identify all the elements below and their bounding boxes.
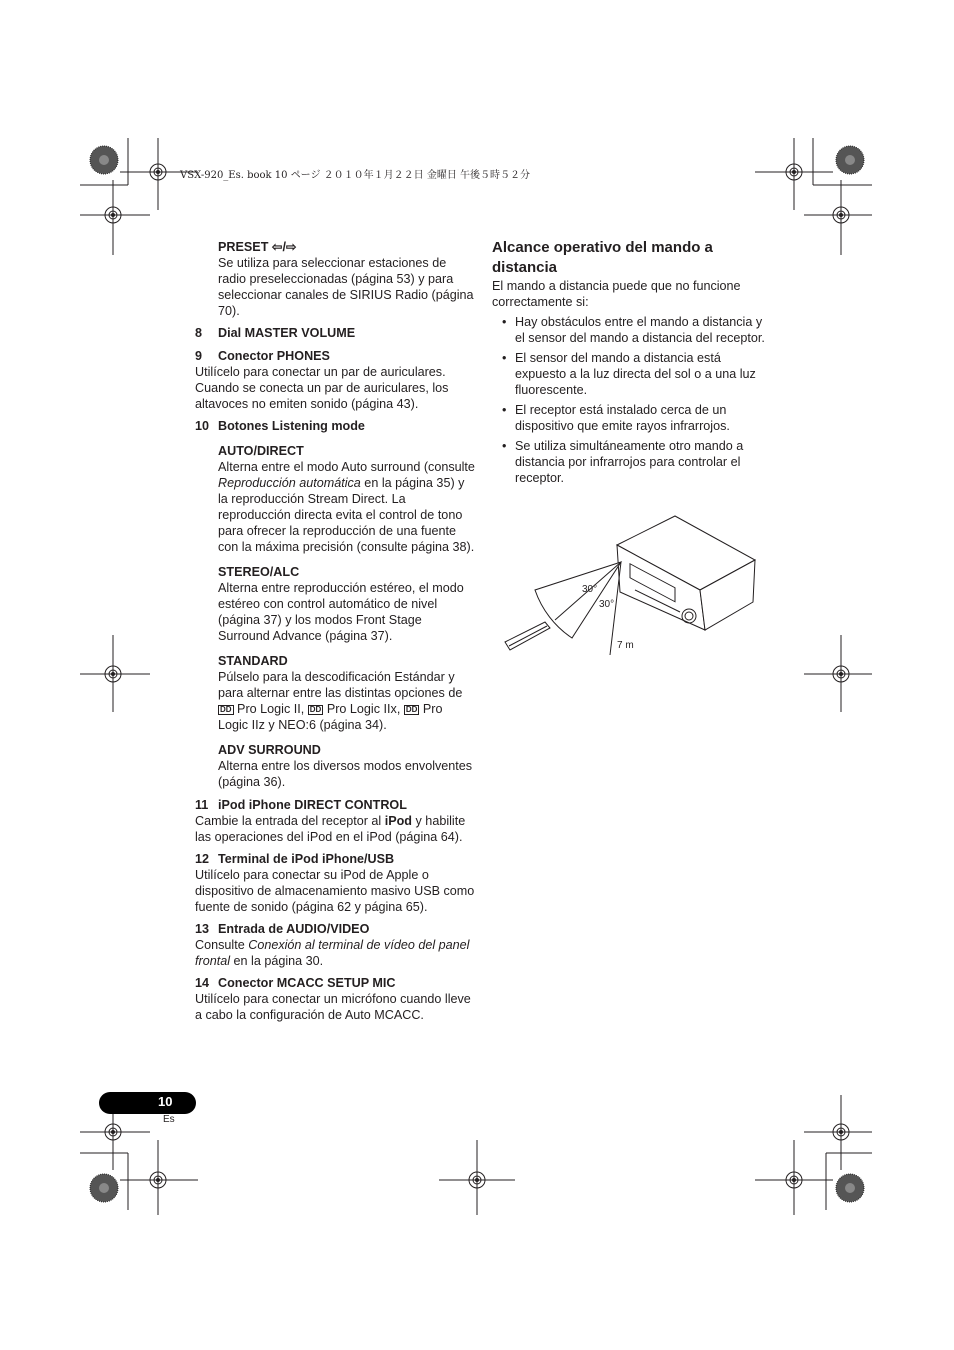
item-10: 10 Botones Listening mode	[195, 419, 365, 433]
auto-direct-block	[195, 443, 475, 555]
preset-title: PRESET	[218, 240, 269, 254]
item-13-text: Consulte Conexión al terminal de vídeo del panel frontal en la página 30.	[195, 938, 470, 968]
auto-direct-text: Alterna entre el modo Auto surround (consulte Reproducción automática en la página 35) y la reproducción Stream Direct. La reproducción directa evita el control de tono para ofrecer la reproducción de una fuente con la máxima precisión (consulte página 38).	[218, 460, 475, 554]
adv-surround-block	[195, 742, 475, 790]
dolby-logo-icon: DD	[220, 705, 232, 714]
right-column	[492, 238, 772, 490]
item-13: 13 Entrada de AUDIO/VIDEO Consulte Conexión al terminal de vídeo del panel frontal en la página 30.	[195, 921, 475, 969]
item-11-text: Cambie la entrada del receptor al iPod y habilite las operaciones del iPod en el iPod (página 64).	[195, 814, 466, 844]
section-title: Alcance operativo del mando a distancia	[492, 239, 713, 276]
standard-title: STANDARD	[218, 654, 288, 668]
list-item: • Se utiliza simultáneamente otro mando a distancia por infrarrojos para controlar el receptor.	[492, 438, 772, 486]
left-column	[195, 239, 475, 1023]
item-9: 9 Conector PHONES Utilícelo para conectar un par de auriculares. Cuando se conecta un par de auriculares, los altavoces no emiten sonido (página 43).	[195, 348, 475, 412]
preset-text: Se utiliza para seleccionar estaciones de radio preseleccionadas (página 53) y para seleccionar canales de SIRIUS Radio (página 70).	[218, 256, 474, 318]
conditions-list	[492, 314, 772, 486]
item-14-text: Utilícelo para conectar un micrófono cuando lleve a cabo la configuración de Auto MCACC.	[195, 992, 471, 1022]
angle-label-2: 30°	[599, 599, 615, 610]
dolby-logo-icon: DD	[405, 705, 418, 714]
distance-label: 7 m	[617, 640, 634, 651]
auto-direct-title: AUTO/DIRECT	[218, 444, 304, 458]
preset-block	[195, 239, 475, 319]
standard-text: Púlselo para la descodificación Estándar y para alternar entre las distintas opciones de DD Pro Logic II, DD Pro Logic IIx, DD Pro Logic IIz y NEO:6 (página 34).	[218, 670, 463, 732]
book-header-line: VSX-920_Es. book 10 ページ ２０１０年１月２２日 金曜日 午後５時５２分	[180, 170, 531, 181]
item-9-text: Utilícelo para conectar un par de auriculares. Cuando se conecta un par de auriculares, los altavoces no emiten sonido (página 43).	[195, 365, 449, 411]
list-item: • Hay obstáculos entre el mando a distancia y el sensor del mando a distancia del receptor.	[492, 314, 772, 346]
stereo-alc-block	[195, 564, 475, 644]
adv-surround-title: ADV SURROUND	[218, 743, 321, 757]
language-label: Es	[163, 1114, 175, 1125]
adv-surround-text: Alterna entre los diversos modos envolventes (página 36).	[218, 759, 473, 789]
item-8: 8 Dial MASTER VOLUME	[195, 326, 356, 340]
item-11: 11 iPod iPhone DIRECT CONTROL Cambie la entrada del receptor al iPod y habilite las operaciones del iPod en el iPod (página 64).	[195, 797, 475, 845]
page-number: 10	[158, 1094, 173, 1109]
item-14: 14 Conector MCACC SETUP MIC Utilícelo para conectar un micrófono cuando lleve a cabo la configuración de Auto MCACC.	[195, 975, 475, 1023]
section-intro: El mando a distancia puede que no funcione correctamente si:	[492, 279, 741, 309]
list-item: • El receptor está instalado cerca de un dispositivo que emite rayos infrarrojos.	[492, 402, 772, 434]
angle-label-1: 30°	[582, 584, 598, 595]
dolby-logo-icon: DD	[309, 705, 322, 714]
preset-arrows: ⇦/⇨	[271, 240, 297, 254]
item-12: 12 Terminal de iPod iPhone/USB Utilícelo para conectar su iPod de Apple o dispositivo de almacenamiento masivo USB como fuente de sonido (página 62 y página 65).	[195, 852, 475, 914]
standard-block	[195, 653, 475, 733]
stereo-alc-text: Alterna entre reproducción estéreo, el modo estéreo con control automático de nivel (página 37) y los modos Front Stage Surround Advance (página 37).	[218, 581, 464, 643]
item-12-text: Utilícelo para conectar su iPod de Apple o dispositivo de almacenamiento masivo USB como fuente de sonido (página 62 y página 65).	[195, 868, 475, 914]
stereo-alc-title: STEREO/ALC	[218, 565, 300, 579]
list-item: • El sensor del mando a distancia está expuesto a la luz directa del sol o a una luz fluorescente.	[492, 350, 772, 398]
remote-range-illustration	[495, 510, 765, 660]
